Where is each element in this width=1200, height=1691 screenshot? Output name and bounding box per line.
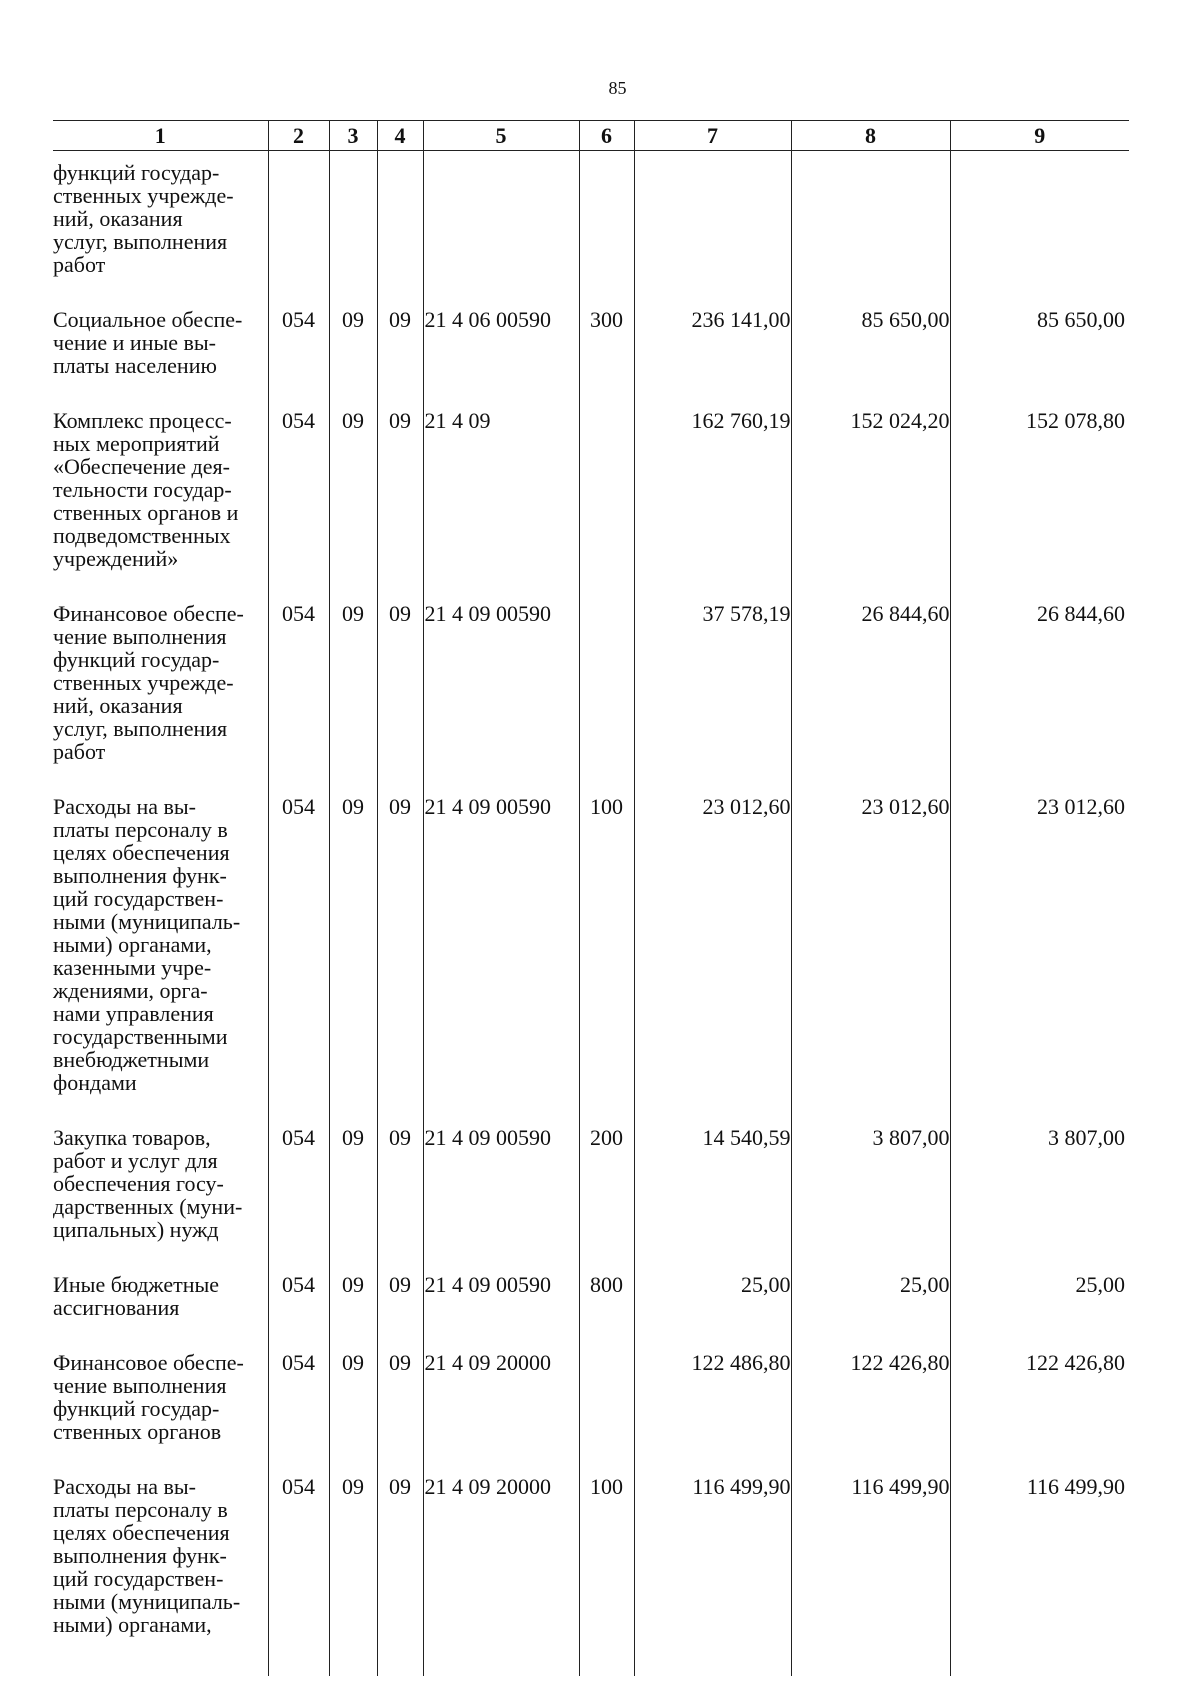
row-col3-cell: 09 (329, 1241, 377, 1319)
header-cell: 3 (329, 121, 377, 151)
row-value7-cell (634, 151, 791, 277)
spacer-cell (268, 1636, 329, 1676)
row-col6-cell (579, 377, 634, 570)
table-bottom-spacer (53, 1636, 1129, 1676)
row-code-cell (423, 151, 579, 277)
spacer-cell (329, 1636, 377, 1676)
spacer-cell (634, 1636, 791, 1676)
row-name-cell: Расходы на вы- платы персоналу в целях обеспечения выполнения функ- ций государствен- ными (муниципаль- ными) органами, (53, 1443, 268, 1636)
table-row (53, 276, 1129, 377)
spacer-cell (423, 1636, 579, 1676)
table-row (53, 1094, 1129, 1241)
row-col6-cell: 200 (579, 1094, 634, 1241)
header-cell: 4 (377, 121, 423, 151)
header-cell: 8 (791, 121, 950, 151)
row-name-cell: Финансовое обеспе- чение выполнения функций государ- ственных органов (53, 1319, 268, 1443)
row-col6-cell (579, 570, 634, 763)
row-col4-cell: 09 (377, 1241, 423, 1319)
header-cell: 7 (634, 121, 791, 151)
row-name-cell: Комплекс процесс- ных мероприятий «Обеспечение дея- тельности государ- ственных органов и подведомственных учреждений» (53, 377, 268, 570)
row-col6-cell: 100 (579, 1443, 634, 1636)
row-value9-cell: 25,00 (1075, 1272, 1125, 1297)
row-col2-cell (268, 151, 329, 277)
row-col4-cell (377, 151, 423, 277)
row-col3-cell: 09 (329, 377, 377, 570)
row-value8-cell: 3 807,00 (791, 1094, 950, 1241)
row-name-cell: функций государ- ственных учрежде- ний, оказания услуг, выполнения работ (53, 151, 268, 277)
row-col3-cell (329, 151, 377, 277)
row-col6-cell: 100 (579, 763, 634, 1094)
row-col2-cell: 054 (268, 1443, 329, 1636)
row-value7-cell: 14 540,59 (634, 1094, 791, 1241)
row-col3-cell: 09 (329, 276, 377, 377)
row-value8-cell: 116 499,90 (791, 1443, 950, 1636)
row-col4-cell: 09 (377, 570, 423, 763)
row-value8-cell: 23 012,60 (791, 763, 950, 1094)
row-value8-cell (791, 151, 950, 277)
header-cell: 9 (950, 121, 1129, 151)
spacer-cell (791, 1636, 950, 1676)
header-cell: 6 (579, 121, 634, 151)
row-col3-cell: 09 (329, 1319, 377, 1443)
spacer-cell (377, 1636, 423, 1676)
row-col2-cell: 054 (268, 276, 329, 377)
header-cell: 2 (268, 121, 329, 151)
row-code-cell: 21 4 09 20000 (423, 1443, 579, 1636)
row-col4-cell: 09 (377, 276, 423, 377)
row-col2-cell: 054 (268, 1319, 329, 1443)
row-name-cell: Иные бюджетные ассигнования (53, 1241, 268, 1319)
row-name-cell: Социальное обеспе- чение и иные вы- платы населению (53, 276, 268, 377)
row-name-cell: Закупка товаров, работ и услуг для обеспечения госу- дарственных (муни- ципальных) нужд (53, 1094, 268, 1241)
row-code-cell: 21 4 09 00590 (423, 1094, 579, 1241)
table-header-row (53, 121, 1129, 151)
row-code-cell: 21 4 09 00590 (423, 1241, 579, 1319)
row-col4-cell: 09 (377, 1443, 423, 1636)
row-value9-cell: 85 650,00 (1037, 307, 1125, 332)
row-col4-cell: 09 (377, 1094, 423, 1241)
header-cell: 1 (53, 121, 268, 151)
row-col6-cell (579, 1319, 634, 1443)
row-value7-cell: 162 760,19 (634, 377, 791, 570)
row-value7-cell: 116 499,90 (634, 1443, 791, 1636)
table-row (53, 1443, 1129, 1636)
table-row (53, 1241, 1129, 1319)
header-cell: 5 (423, 121, 579, 151)
row-col2-cell: 054 (268, 570, 329, 763)
spacer-cell (53, 1636, 268, 1676)
page-number: 85 (608, 78, 627, 98)
row-value9-cell: 122 426,80 (1026, 1350, 1125, 1375)
row-col3-cell: 09 (329, 570, 377, 763)
row-col2-cell: 054 (268, 377, 329, 570)
row-code-cell: 21 4 09 (423, 377, 579, 570)
row-col4-cell: 09 (377, 377, 423, 570)
row-value7-cell: 122 486,80 (634, 1319, 791, 1443)
row-code-cell: 21 4 09 00590 (423, 763, 579, 1094)
row-value9-cell: 26 844,60 (1037, 601, 1125, 626)
row-col6-cell: 800 (579, 1241, 634, 1319)
row-col3-cell: 09 (329, 763, 377, 1094)
row-name-cell: Финансовое обеспе- чение выполнения функций государ- ственных учрежде- ний, оказания услуг, выполнения работ (53, 570, 268, 763)
row-col6-cell (579, 151, 634, 277)
row-value7-cell: 25,00 (634, 1241, 791, 1319)
row-value7-cell: 37 578,19 (634, 570, 791, 763)
row-value8-cell: 85 650,00 (791, 276, 950, 377)
spacer-cell (579, 1636, 634, 1676)
row-value7-cell: 236 141,00 (634, 276, 791, 377)
table-row (53, 570, 1129, 763)
row-col2-cell: 054 (268, 1094, 329, 1241)
table-row (53, 763, 1129, 1094)
row-code-cell: 21 4 06 00590 (423, 276, 579, 377)
row-col4-cell: 09 (377, 1319, 423, 1443)
row-code-cell: 21 4 09 00590 (423, 570, 579, 763)
budget-table (53, 120, 1129, 1676)
row-value8-cell: 122 426,80 (791, 1319, 950, 1443)
row-col3-cell: 09 (329, 1443, 377, 1636)
row-name-cell: Расходы на вы- платы персоналу в целях обеспечения выполнения функ- ций государствен- ными (муниципаль- ными) органами, казенными учре- ждениями, орга- нами управления государственными внебюджетными фондами (53, 763, 268, 1094)
row-col2-cell: 054 (268, 763, 329, 1094)
row-value8-cell: 152 024,20 (791, 377, 950, 570)
table-row (53, 377, 1129, 570)
row-col6-cell: 300 (579, 276, 634, 377)
row-code-cell: 21 4 09 20000 (423, 1319, 579, 1443)
row-col2-cell: 054 (268, 1241, 329, 1319)
row-value9-cell: 116 499,90 (1026, 1474, 1125, 1499)
row-value8-cell: 26 844,60 (791, 570, 950, 763)
row-value9-cell: 23 012,60 (1037, 794, 1125, 819)
table-body (53, 151, 1129, 1677)
row-col4-cell: 09 (377, 763, 423, 1094)
row-col3-cell: 09 (329, 1094, 377, 1241)
table-row (53, 151, 1129, 277)
spacer-cell (950, 1636, 1129, 1676)
row-value7-cell: 23 012,60 (634, 763, 791, 1094)
table-row (53, 1319, 1129, 1443)
row-value9-cell: 152 078,80 (1026, 408, 1125, 433)
row-value9-cell: 3 807,00 (1048, 1125, 1125, 1150)
row-value8-cell: 25,00 (791, 1241, 950, 1319)
row-value9-cell (950, 151, 1129, 277)
